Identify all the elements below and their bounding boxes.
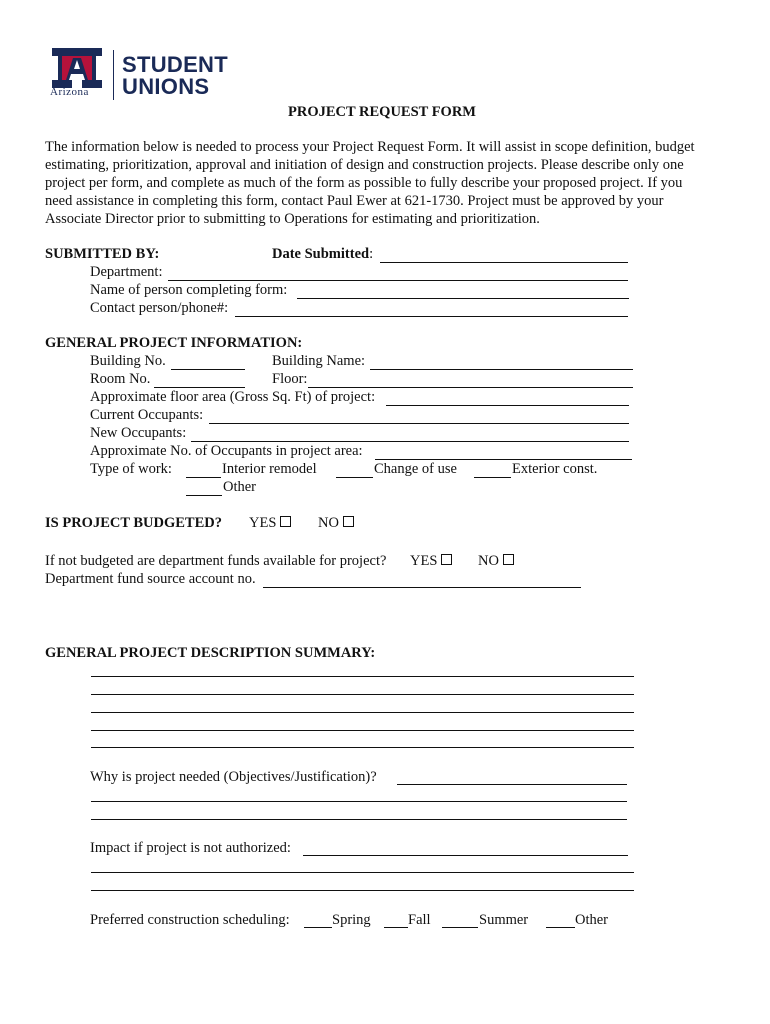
why-needed-field[interactable] — [397, 784, 627, 785]
floor-area-label: Approximate floor area (Gross Sq. Ft) of project: — [90, 389, 376, 405]
interior-remodel-field[interactable] — [186, 477, 221, 478]
fund-source-field[interactable] — [263, 587, 581, 588]
room-no-field[interactable] — [154, 387, 245, 388]
general-info-heading: GENERAL PROJECT INFORMATION: — [45, 335, 303, 351]
department-field[interactable] — [168, 280, 628, 281]
new-occupants-field[interactable] — [191, 441, 629, 442]
building-name-field[interactable] — [370, 369, 633, 370]
logo-divider — [113, 50, 114, 100]
exterior-const-label: Exterior const. — [512, 461, 598, 477]
contact-phone-label: Contact person/phone#: — [90, 300, 229, 316]
budgeted-heading: IS PROJECT BUDGETED? — [45, 515, 222, 531]
current-occupants-label: Current Occupants: — [90, 407, 204, 423]
logo-unions: UNIONS — [122, 74, 210, 99]
summer-label: Summer — [479, 912, 529, 928]
description-line[interactable] — [91, 694, 634, 695]
other-schedule-label: Other — [575, 912, 609, 928]
funds-no-checkbox[interactable] — [503, 554, 514, 565]
arizona-wordmark: Arizona — [50, 86, 89, 98]
impact-label: Impact if project is not authorized: — [90, 840, 291, 856]
fall-label: Fall — [408, 912, 431, 928]
funds-yes-checkbox[interactable] — [441, 554, 452, 565]
why-needed-line[interactable] — [91, 801, 627, 802]
description-line[interactable] — [91, 730, 634, 731]
budgeted-no-option[interactable]: NO — [318, 515, 354, 532]
budgeted-yes-option[interactable]: YES — [249, 515, 291, 532]
exterior-const-field[interactable] — [474, 477, 511, 478]
logo-student: STUDENT — [122, 52, 228, 77]
type-of-work-label: Type of work: — [90, 461, 172, 477]
name-completing-field[interactable] — [297, 298, 629, 299]
form-title: PROJECT REQUEST FORM — [288, 104, 476, 120]
room-no-label: Room No. — [90, 371, 151, 387]
num-occupants-field[interactable] — [375, 459, 632, 460]
why-needed-line[interactable] — [91, 819, 627, 820]
spring-label: Spring — [332, 912, 371, 928]
other-work-field[interactable] — [186, 495, 222, 496]
impact-field[interactable] — [303, 855, 628, 856]
building-no-label: Building No. — [90, 353, 166, 369]
impact-line[interactable] — [91, 890, 634, 891]
name-completing-label: Name of person completing form: — [90, 282, 288, 298]
fund-source-label: Department fund source account no. — [45, 571, 256, 587]
floor-area-field[interactable] — [386, 405, 629, 406]
intro-paragraph: The information below is needed to process your Project Request Form. It will assist in scope definition, budget estimating, prioritization, approval and initiation of design and construction projects. Please describe only one project per form, and complete as much of the form as possible to fully describe your proposed project. If you need assistance in completing this form, contact Paul Ewer at 621-1730. Project must be approved by your Associate Director prior to submitting to Operations for estimating and prioritization. — [45, 139, 695, 227]
arizona-a-icon — [52, 48, 102, 88]
description-line[interactable] — [91, 712, 634, 713]
new-occupants-label: New Occupants: — [90, 425, 187, 441]
other-schedule-field[interactable] — [546, 927, 575, 928]
change-of-use-label: Change of use — [374, 461, 457, 477]
summer-field[interactable] — [442, 927, 478, 928]
spring-field[interactable] — [304, 927, 332, 928]
budgeted-yes-checkbox[interactable] — [280, 516, 291, 527]
floor-label: Floor: — [272, 371, 308, 387]
change-of-use-field[interactable] — [336, 477, 373, 478]
floor-field[interactable] — [308, 387, 633, 388]
scheduling-label: Preferred construction scheduling: — [90, 912, 290, 928]
description-heading: GENERAL PROJECT DESCRIPTION SUMMARY: — [45, 645, 376, 661]
description-line[interactable] — [91, 676, 634, 677]
other-work-label: Other — [223, 479, 257, 495]
current-occupants-field[interactable] — [209, 423, 629, 424]
impact-line[interactable] — [91, 872, 634, 873]
date-submitted-label: Date Submitted: — [272, 246, 374, 262]
num-occupants-label: Approximate No. of Occupants in project area: — [90, 443, 363, 459]
contact-phone-field[interactable] — [235, 316, 628, 317]
description-line[interactable] — [91, 747, 634, 748]
date-submitted-field[interactable] — [380, 262, 628, 263]
interior-remodel-label: Interior remodel — [222, 461, 317, 477]
funds-no-option[interactable]: NO — [478, 553, 514, 570]
funds-yes-option[interactable]: YES — [410, 553, 452, 570]
building-no-field[interactable] — [171, 369, 245, 370]
department-label: Department: — [90, 264, 163, 280]
funds-question-label: If not budgeted are department funds available for project? — [45, 553, 387, 569]
budgeted-no-checkbox[interactable] — [343, 516, 354, 527]
fall-field[interactable] — [384, 927, 408, 928]
submitted-by-heading: SUBMITTED BY: — [45, 246, 160, 262]
building-name-label: Building Name: — [272, 353, 366, 369]
why-needed-label: Why is project needed (Objectives/Justification)? — [90, 769, 377, 785]
